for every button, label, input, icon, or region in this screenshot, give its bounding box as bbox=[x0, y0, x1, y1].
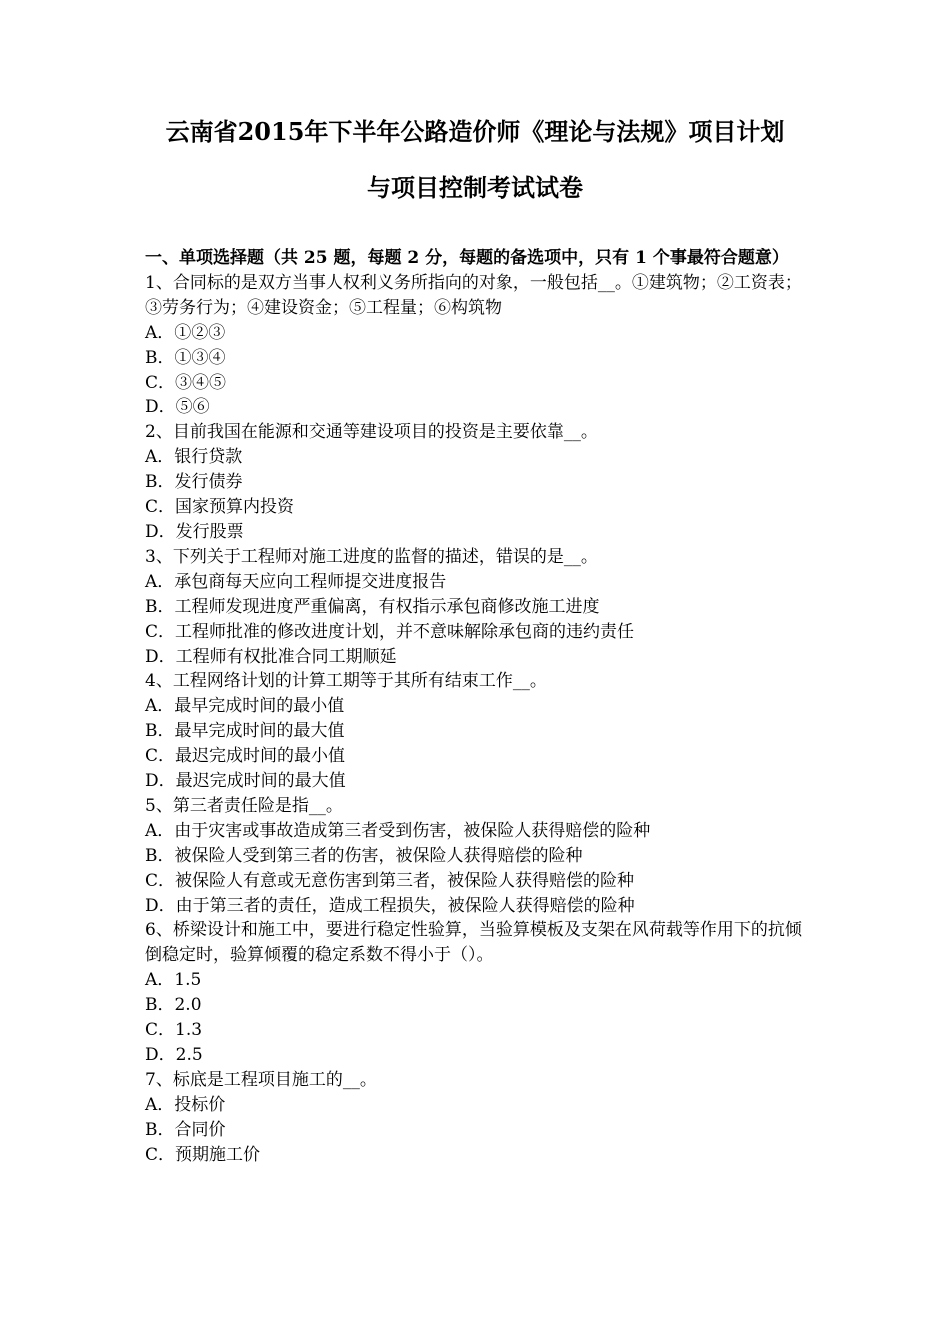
document-title-line-2: 与项目控制考试试卷 bbox=[367, 173, 583, 202]
question-stem: 2、目前我国在能源和交通等建设项目的投资是主要依靠__。 bbox=[145, 422, 598, 443]
question-2 bbox=[145, 420, 810, 545]
question-stem: 5、第三者责任险是指__。 bbox=[145, 795, 343, 816]
answer-option: D．最迟完成时间的最大值 bbox=[145, 771, 346, 792]
answer-option: C．国家预算内投资 bbox=[145, 497, 295, 518]
question-stem: 1、合同标的是双方当事人权利义务所指向的对象，一般包括__。①建筑物；②工资表；③劳务行为；④建设资金；⑤工程量；⑥构筑物 bbox=[145, 272, 802, 318]
answer-option: C．1.3 bbox=[145, 1020, 203, 1041]
answer-option: A．1.5 bbox=[145, 970, 202, 991]
question-5 bbox=[145, 794, 810, 919]
answer-option: D．发行股票 bbox=[145, 521, 244, 542]
answer-option: D．由于第三者的责任，造成工程损失，被保险人获得赔偿的险种 bbox=[145, 895, 635, 916]
answer-option: B．工程师发现进度严重偏离，有权指示承包商修改施工进度 bbox=[145, 596, 600, 617]
answer-option: B．①③④ bbox=[145, 347, 226, 368]
answer-option: C．③④⑤ bbox=[145, 372, 227, 393]
answer-option: A．投标价 bbox=[145, 1094, 226, 1115]
answer-option: B．合同价 bbox=[145, 1119, 226, 1140]
section-heading: 一、单项选择题（共 25 题，每题 2 分，每题的备选项中，只有 1 个事最符合题意） bbox=[145, 248, 789, 268]
answer-option: B．最早完成时间的最大值 bbox=[145, 721, 345, 742]
question-6 bbox=[145, 918, 810, 1067]
answer-option: C．工程师批准的修改进度计划，并不意味解除承包商的违约责任 bbox=[145, 621, 635, 642]
answer-option: C．预期施工价 bbox=[145, 1144, 261, 1165]
question-4 bbox=[145, 669, 810, 794]
answer-option: B．2.0 bbox=[145, 995, 202, 1016]
document-title-line-1: 云南省2015年下半年公路造价师《理论与法规》项目计划 bbox=[165, 117, 785, 146]
answer-option: A．承包商每天应向工程师提交进度报告 bbox=[145, 571, 447, 592]
answer-option: A．由于灾害或事故造成第三者受到伤害，被保险人获得赔偿的险种 bbox=[145, 820, 651, 841]
answer-option: B．被保险人受到第三者的伤害，被保险人获得赔偿的险种 bbox=[145, 845, 583, 866]
answer-option: C．最迟完成时间的最小值 bbox=[145, 746, 346, 767]
answer-option: A．最早完成时间的最小值 bbox=[145, 696, 345, 717]
question-stem: 6、桥梁设计和施工中，要进行稳定性验算，当验算模板及支架在风荷载等作用下的抗倾倒稳定时，验算倾覆的稳定系数不得小于（）。 bbox=[145, 920, 802, 966]
answer-option: D．工程师有权批准合同工期顺延 bbox=[145, 646, 397, 667]
answer-option: C．被保险人有意或无意伤害到第三者，被保险人获得赔偿的险种 bbox=[145, 870, 635, 891]
document-body bbox=[145, 246, 810, 1168]
question-stem: 7、标底是工程项目施工的__。 bbox=[145, 1069, 377, 1090]
question-7 bbox=[145, 1068, 810, 1168]
question-stem: 4、工程网络计划的计算工期等于其所有结束工作__。 bbox=[145, 671, 547, 692]
question-3 bbox=[145, 545, 810, 670]
question-1 bbox=[145, 271, 810, 420]
answer-option: D．2.5 bbox=[145, 1045, 203, 1065]
answer-option: B．发行债券 bbox=[145, 472, 243, 493]
question-stem: 3、下列关于工程师对施工进度的监督的描述，错误的是__。 bbox=[145, 546, 598, 567]
answer-option: A．银行贷款 bbox=[145, 447, 243, 468]
answer-option: D．⑤⑥ bbox=[145, 397, 210, 418]
answer-option: A．①②③ bbox=[145, 322, 226, 343]
